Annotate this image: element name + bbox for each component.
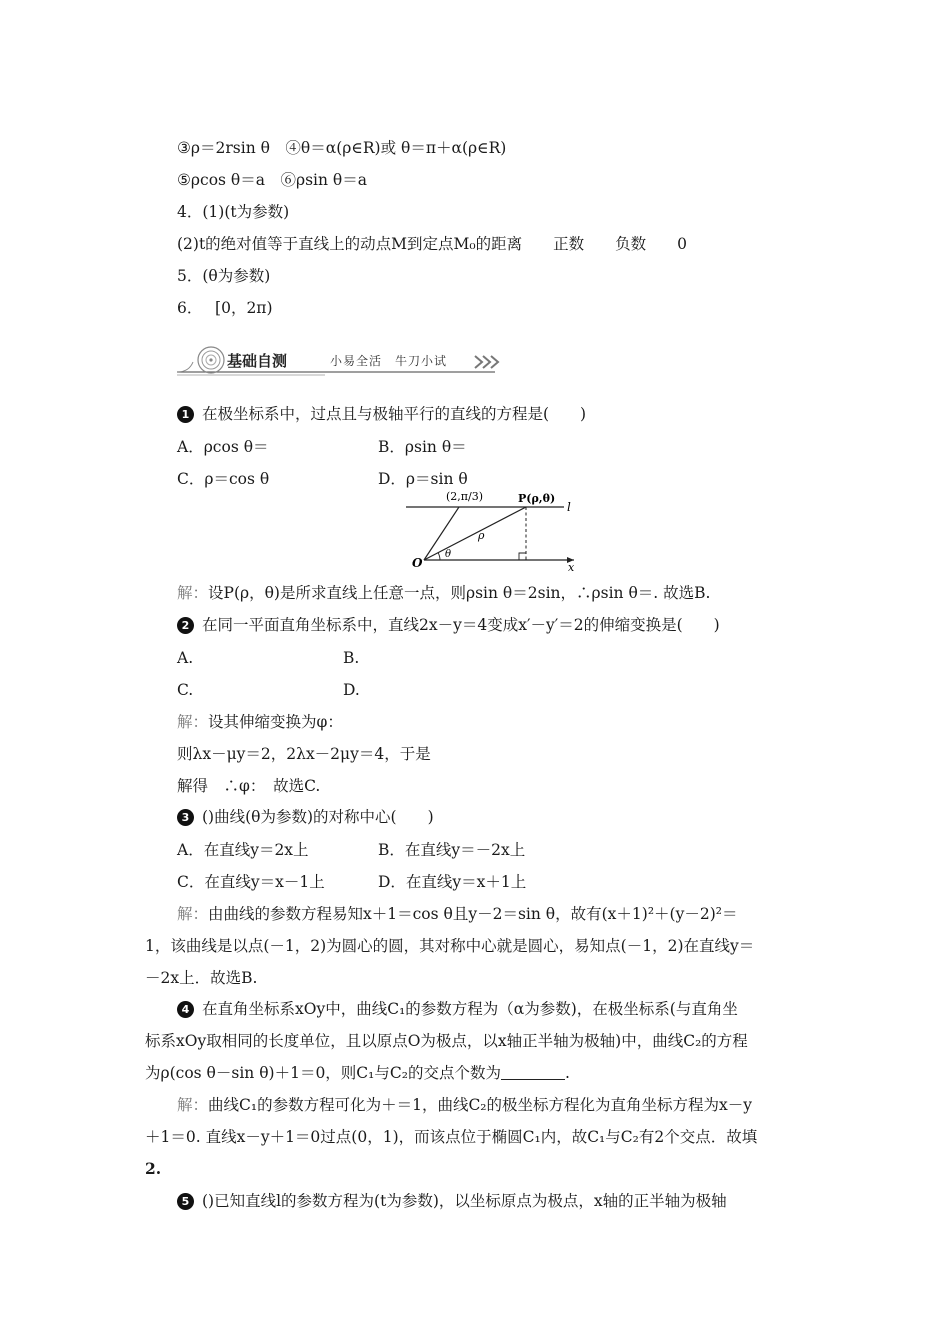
q4-stem1: 在直角坐标系xOy中，曲线C₁的参数方程为（α为参数)，在极坐标系(与直角坐 (202, 1000, 738, 1018)
x-axis-label: x (568, 561, 575, 572)
q1-number-badge: 1 (177, 406, 194, 423)
q2-solution-text1: 设其伸缩变换为φ： (208, 713, 343, 731)
q2-number-badge: 2 (177, 617, 194, 634)
q2-solution-line3: 解得 ∴φ： 故选C. (177, 777, 321, 795)
q1-stem-line (177, 404, 586, 424)
origin-label: O (412, 556, 423, 570)
q4-solution-line1 (177, 1095, 752, 1115)
q2-solution-label: 解： (177, 713, 209, 731)
q4-stem-line2: 标系xOy取相同的长度单位，且以原点O为极点，以x轴正半轴为极轴)中，曲线C₂的方程 (145, 1032, 748, 1050)
q4-stem-line3 (145, 1063, 570, 1083)
q2-option-b: B. (343, 649, 360, 667)
segment-rho (424, 507, 526, 560)
q1-solution-text: 设P(ρ，θ)是所求直线上任意一点，则ρsin θ＝2sin，∴ρsin θ＝. 故选B. (208, 584, 711, 602)
q1-option-c: C．ρ＝cos θ (177, 470, 270, 488)
theta-label: θ (445, 549, 452, 560)
q4-stem-line1 (177, 999, 738, 1019)
q3-option-c: C．在直线y＝x－1上 (177, 873, 325, 891)
q1-solution (177, 583, 710, 603)
answer-line-4b: (2)t的绝对值等于直线上的动点M到定点M₀的距离 正数 负数 0 (177, 235, 688, 253)
section-banner (175, 342, 505, 378)
q3-solution-line3: －2x上．故选B. (145, 969, 258, 987)
q4-solution-label: 解： (177, 1096, 209, 1114)
rho-label: ρ (478, 529, 485, 542)
q3-stem: ()曲线(θ为参数)的对称中心( ) (202, 808, 434, 826)
q3-solution-text1: 由曲线的参数方程易知x＋1＝cos θ且y－2＝sin θ，故有(x＋1)²＋(y－2)²＝ (208, 905, 738, 923)
banner-subtitle: 小易全活 牛刀小试 (330, 354, 448, 368)
q2-option-d: D. (343, 681, 360, 699)
line-l-label: l (567, 500, 571, 514)
q5-number-badge: 5 (177, 1193, 194, 1210)
q4-stem3: 为ρ(cos θ－sin θ)＋1＝0，则C₁与C₂的交点个数为 (145, 1064, 501, 1082)
q4-solution-line3: 2. (145, 1159, 162, 1178)
q3-option-d: D．在直线y＝x＋1上 (378, 873, 527, 891)
q5-stem-line (177, 1191, 727, 1211)
q3-number-badge: 3 (177, 809, 194, 826)
q5-stem: ()已知直线l的参数方程为(t为参数)，以坐标原点为极点，x轴的正半轴为极轴 (202, 1192, 727, 1210)
theta-arc (438, 553, 440, 561)
segment-to-fixed-point (424, 507, 459, 560)
q3-solution-line2: 1，该曲线是以点(－1，2)为圆心的圆，其对称中心就是圆心，易知点(－1，2)在直线y＝ (145, 937, 755, 955)
banner-title: 基础自测 (227, 352, 288, 370)
q3-option-b: B．在直线y＝－2x上 (378, 841, 526, 859)
answer-line-3: ③ρ＝2rsin θ ④θ＝α(ρ∈R)或 θ＝π＋α(ρ∈R) (177, 139, 507, 157)
q3-solution-label: 解： (177, 905, 209, 923)
answer-line-5b: 5．(θ为参数) (177, 267, 271, 285)
q4-solution-text1: 曲线C₁的参数方程可化为＋＝1，曲线C₂的极坐标方程化为直角坐标方程为x－y (208, 1096, 753, 1114)
fixed-point-label: (2,π/3) (446, 490, 484, 503)
answer-line-6: 6． [0，2π) (177, 299, 273, 317)
q1-solution-label: 解： (177, 584, 209, 602)
q2-solution-line2: 则λx－μy＝2，2λx－2μy＝4，于是 (177, 745, 431, 763)
right-angle-mark (519, 553, 526, 560)
q2-stem-line (177, 615, 720, 635)
q2-stem: 在同一平面直角坐标系中，直线2x－y＝4变成x′－y′＝2的伸缩变换是( ) (202, 616, 720, 634)
q2-solution-line1 (177, 712, 343, 732)
q4-number-badge: 4 (177, 1001, 194, 1018)
q1-option-d: D．ρ＝sin θ (378, 470, 468, 488)
q4-solution-line2: ＋1＝0. 直线x－y＋1＝0过点(0，1)，而该点位于椭圆C₁内，故C₁与C₂有2个交点．故填 (145, 1128, 758, 1146)
q1-stem: 在极坐标系中，过点且与极轴平行的直线的方程是( ) (202, 405, 587, 423)
q3-stem-line (177, 807, 434, 827)
q1-option-b: B．ρsin θ＝ (378, 438, 467, 456)
q3-solution-line1 (177, 904, 737, 924)
q3-option-a: A．在直线y＝2x上 (177, 841, 309, 859)
answer-line-5: ⑤ρcos θ＝a ⑥ρsin θ＝a (177, 171, 367, 189)
q4-stem3-end: . (564, 1064, 570, 1082)
point-p-label: P(ρ,θ) (518, 492, 556, 505)
q4-answer-blank[interactable] (501, 1065, 565, 1080)
q2-option-c: C. (177, 681, 194, 699)
polar-line-figure (402, 482, 587, 572)
q2-option-a: A. (177, 649, 194, 667)
answer-line-4a: 4．(1)(t为参数) (177, 203, 290, 221)
q1-option-a: A．ρcos θ＝ (177, 438, 269, 456)
